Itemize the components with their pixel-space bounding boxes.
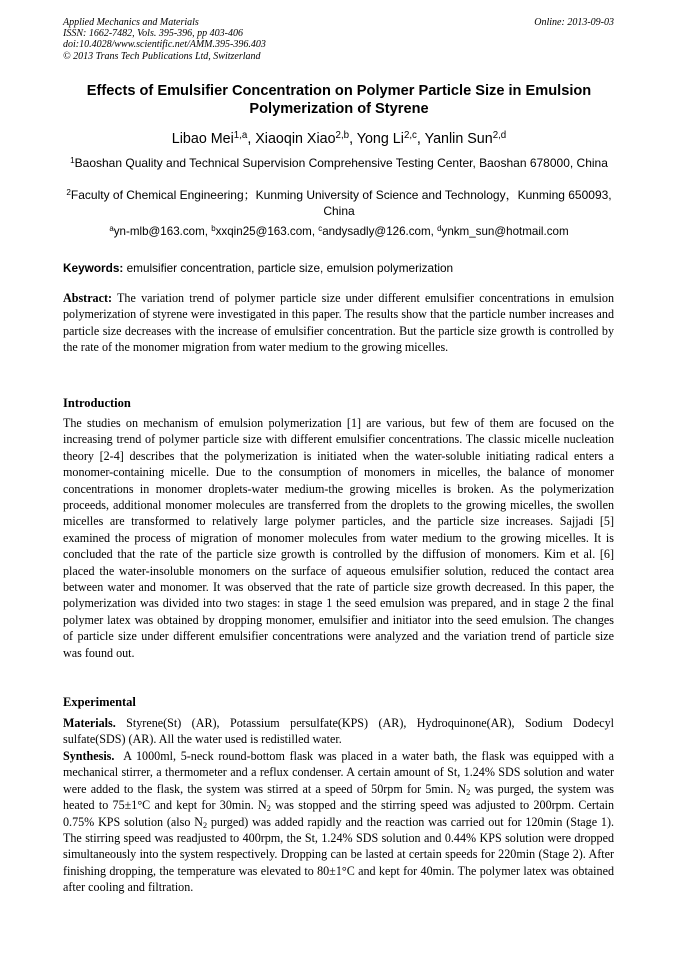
email-sup: a [109,224,114,234]
synthesis-label: Synthesis. [63,749,115,763]
experimental-heading: Experimental [63,695,136,709]
email-link[interactable]: yn-mlb@163.com [113,225,205,238]
abstract-label: Abstract: [63,291,113,305]
author-name: Xiaoqin Xiao [255,131,336,147]
materials-paragraph [63,715,614,748]
introduction-text: The studies on mechanism of emulsion polymerization [1] are various, but few of them are focused on the increasing trend of polymer particle size with different emulsifier concentrations. The classic micelle nucleation theory [2-4] describes that the polymerization is initiated when the water-soluble initiating radical enters a monomer-containing micelle. Due to the consumption of monomers in micelles, the balance of monomer concentrations in monomer droplets-water medium-the growing micelles is broken. As the polymerization proceeds, additional monomer molecules are transferred from the droplets to the growing micelles, the swollen micelles are transformed to relatively large polymer particles, and the particle size increases. Sajjadi [5] examined the process of migration of monomer molecules from water medium to the growing micelles. It is concluded that the rate of the particle size growth is controlled by the diffusion of monomers. Kim et al. [6] placed the water-insoluble monomers on the surface of aqueous emulsifier solution, reduced the contact area between water and monomer. It was observed that the rate of particle size growth decreased. In this paper, the polymerization was divided into two stages: in stage 1 the seed emulsion was prepared, and in stage 2 the final polymer latex was obtained by dropping monomer, emulsifier and initiator into the seed emulsion. The changes of particle size under different emulsifier concentrations were analyzed and the variation trend of particle size was found out. [63,416,614,660]
affiliation-2 [60,187,618,219]
email-link[interactable]: andysadly@126.com [322,225,431,238]
materials-label: Materials. [63,716,116,730]
synthesis-text: purged) was added rapidly and the reaction was carried out for 120min (Stage 1). The stirring speed was readjusted to 400rpm, the St, 1.24% SDS solution and 0.44% KPS solution were dropped simultaneously into the system respectively. Dropping can be lasted at certain speeds for 220min (Stage 2). After finishing dropping, the temperature was elevated to 80±1°C and kept for 40min. The polymer latex was obtained after cooling and filtration. [63,814,615,895]
keywords-text: emulsifier concentration, particle size, emulsion polymerization [126,261,454,275]
author-list: Libao Mei$^{1,a}$, Xiaoqin Xiao$^{2,b}$, Yong Li$^{2,c}$, Yanlin Sun$^{2,d}$ [171,130,507,147]
author-name: Yanlin Sun [424,131,493,147]
email-list: $^a$yn-mlb@163.com, $^b$xxqin25@163.com, $^c$andysadly@126.com, $^d$ynkm_sun@hotmail.com [109,224,569,238]
journal-issn: ISSN: 1662-7482, Vols. 395-396, pp 403-406 [63,28,243,40]
affiliation-text: Baoshan Quality and Technical Supervision Comprehensive Testing Center, Baoshan 678000, China [74,156,608,170]
introduction-heading: Introduction [63,396,131,410]
abstract-text: The variation trend of polymer particle size under different emulsifier concentrations in emulsion polymerization of styrene were investigated in this paper. The results show that the particle number increases and particle size decreases with the increase of emulsifier concentration. But the particle size growth is controlled by the rate of the monomer migration from water medium to the growing micelles. [63,291,614,355]
author-sup: 1,a [233,130,248,142]
paper-title: Effects of Emulsifier Concentration on Polymer Particle Size in Emulsion Polymerization of Styrene [86,83,592,117]
email-sup: c [318,224,323,234]
author-sup: 2,b [335,130,350,142]
affiliation-text: Faculty of Chemical Engineering；Kunming University of Science and Technology，Kunming 650093, China [70,188,612,218]
email-link[interactable]: xxqin25@163.com [215,225,312,238]
n2-subscript: 2 [266,804,271,814]
journal-copyright: © 2013 Trans Tech Publications Ltd, Switzerland [63,50,261,62]
email-sup: d [437,224,442,234]
online-date: Online: 2013-09-03 [534,17,614,28]
affiliation-sup: 1 [70,155,75,165]
journal-doi[interactable]: doi:10.4028/www.scientific.net/AMM.395-396.403 [63,39,266,51]
email-link[interactable]: ynkm_sun@hotmail.com [441,225,569,238]
keywords-label: Keywords: [63,261,124,275]
affiliation-1 [60,155,618,171]
journal-header [63,17,266,62]
author-sup: 2,c [403,130,417,142]
n2-subscript: 2 [466,787,471,797]
journal-name: Applied Mechanics and Materials [63,17,199,28]
synthesis-paragraph [63,748,614,896]
keywords [63,260,623,276]
author-sup: 2,d [492,130,507,142]
synthesis-text: A 1000ml, 5-neck round-bottom flask was placed in a water bath, the flask was equipped with a mechanical stirrer, a thermometer and a reflux condenser. A certain amount of St, 1.24% SDS solution and water were added to the flask, the system was stirred at a speed of 50rpm for 5min. N [63,749,614,796]
affiliation-sup: 2 [66,187,71,197]
author-name: Libao Mei [171,131,234,147]
abstract [63,290,614,356]
synthesis-text: was purged, the system was heated to 75±1°C and kept for 30min. N [63,781,614,813]
n2-subscript: 2 [202,820,208,830]
synthesis-text: was stopped and the stirring speed was adjusted to 200rpm. Certain 0.75% KPS solution (also N [63,798,615,829]
author-name: Yong Li [356,131,404,147]
materials-text: Styrene(St) (AR), Potassium persulfate(KPS) (AR), Hydroquinone(AR), Sodium Dodecyl sulfate(SDS) (AR). All the water used is redistilled water. [63,716,614,747]
email-sup: b [211,224,216,234]
